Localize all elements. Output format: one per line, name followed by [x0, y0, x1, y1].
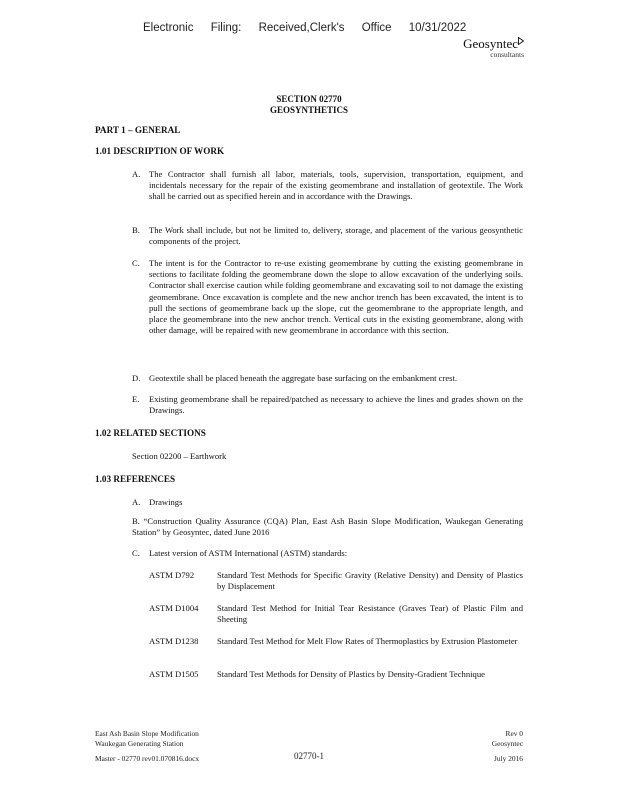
paragraph-1-01-d: Geotextile shall be placed beneath the aggregate base surfacing on the embankment crest.	[149, 373, 458, 383]
heading-1-01: 1.01 DESCRIPTION OF WORK	[95, 146, 225, 156]
page-number: 02770-1	[294, 751, 324, 761]
footer-date: July 2016	[494, 754, 523, 763]
section-number: SECTION 02770	[276, 94, 342, 104]
filing-stamp	[143, 22, 480, 34]
standard-code: ASTM D1505	[149, 669, 199, 679]
item-marker: D.	[132, 373, 141, 383]
logo-name: Geosyntec	[463, 36, 518, 51]
standard-code: ASTM D1004	[149, 603, 199, 613]
part-heading: PART 1 – GENERAL	[95, 125, 181, 135]
footer-site: Waukegan Generating Station	[95, 739, 184, 748]
paragraph-1-01-b: The Work shall include, but not be limited to, delivery, storage, and placement of the various geosynthetic components of the project.	[149, 225, 523, 247]
standard-description: Standard Test Method for Initial Tear Resistance (Graves Tear) of Plastic Film and Sheeting	[217, 603, 523, 625]
stamp-word: 10/31/2022	[408, 22, 467, 34]
item-marker: A.	[132, 497, 141, 507]
company-logo	[450, 37, 524, 59]
footer-company: Geosyntec	[491, 739, 523, 748]
logo-triangle-icon	[518, 37, 524, 45]
footer-file: Master - 02770 rev01.070816.docx	[95, 754, 200, 763]
standard-code: ASTM D1238	[149, 636, 199, 646]
stamp-word: Electronic	[143, 22, 194, 34]
footer-right	[423, 729, 523, 749]
reference-a: Drawings	[149, 497, 183, 507]
stamp-word: Filing:	[210, 22, 242, 34]
item-marker: C.	[132, 548, 140, 558]
logo-subtitle: consultants	[490, 50, 524, 59]
footer-left	[95, 729, 199, 749]
standard-description: Standard Test Methods for Density of Plastics by Density-Gradient Technique	[217, 669, 485, 679]
standard-code: ASTM D792	[149, 570, 195, 580]
section-title: GEOSYNTHETICS	[269, 105, 349, 115]
standard-description: Standard Test Method for Melt Flow Rates of Thermoplastics by Extrusion Plastometer	[217, 636, 518, 646]
reference-b: B. “Construction Quality Assurance (CQA) Plan, East Ash Basin Slope Modification, Waukegan Generating Station” by Geosyntec, dated June 2016	[132, 516, 523, 538]
heading-1-03: 1.03 REFERENCES	[95, 474, 176, 484]
item-marker: B.	[132, 225, 140, 235]
stamp-word: Received,Clerk's	[258, 22, 345, 34]
reference-c: Latest version of ASTM International (ASTM) standards:	[149, 548, 348, 558]
stamp-word: Office	[361, 22, 392, 34]
footer-revision: Rev 0	[505, 729, 523, 738]
standard-description: Standard Test Methods for Specific Gravity (Relative Density) and Density of Plastics by Displacement	[217, 570, 523, 592]
item-marker: E.	[132, 394, 140, 404]
paragraph-1-01-e: Existing geomembrane shall be repaired/patched as necessary to achieve the lines and grades shown on the Drawings.	[149, 394, 523, 416]
heading-1-02: 1.02 RELATED SECTIONS	[95, 428, 206, 438]
paragraph-1-01-c: The intent is for the Contractor to re-use existing geomembrane by cutting the existing geomembrane in sections to facilitate folding the geomembrane down the slope to allow excavation of the underlying soils. Contractor shall exercise caution while folding geomembrane and excavating soil to not damage the existing geomembrane. Once excavation is complete and the new anchor trench has been excavated, the intent is to pull the sections of geomembrane back up the slope, cut the geomembrane to the appropriate length, and place the geomembrane into the new anchor trench. Vertical cuts in the existing geomembrane, along with other damage, will be repaired with new geomembrane in accordance with this section.	[149, 258, 523, 336]
section-heading	[0, 94, 618, 116]
footer-project: East Ash Basin Slope Modification	[95, 729, 199, 738]
paragraph-1-01-a: The Contractor shall furnish all labor, materials, tools, supervision, transportation, equipment, and incidentals necessary for the repair of the existing geomembrane and installation of geotextile. The Work shall be carried out as specified herein and in accordance with the Drawings.	[149, 169, 523, 202]
item-marker: A.	[132, 169, 141, 179]
item-marker: C.	[132, 258, 140, 268]
related-section: Section 02200 – Earthwork	[132, 451, 227, 461]
